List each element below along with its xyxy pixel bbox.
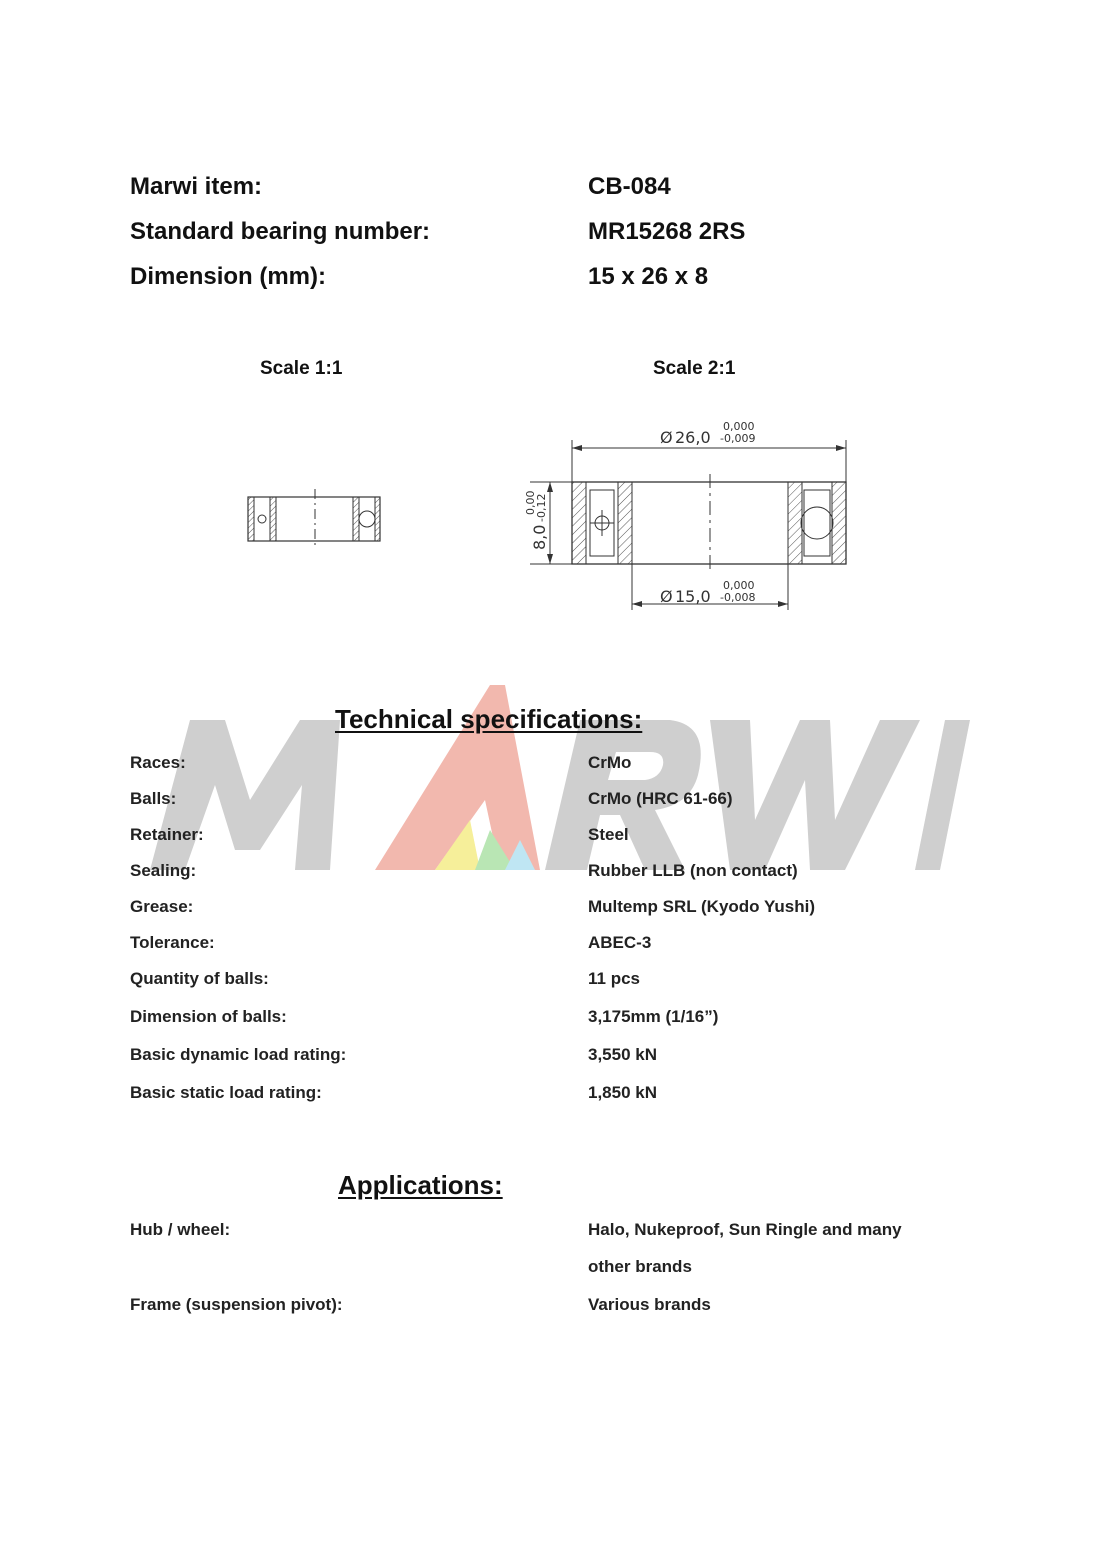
spec-label: Retainer: [130,825,204,844]
application-value-continued: other brands [588,1257,692,1276]
spec-label: Grease: [130,897,194,916]
spec-value: 3,175mm (1/16”) [588,1007,719,1026]
application-label: Frame (suspension pivot): [130,1295,343,1314]
header-value-item: CB-084 [588,173,671,200]
spec-value: CrMo [588,753,632,772]
inner-diameter-symbol: Ø [660,587,673,606]
inner-diameter-value: 15,0 [675,587,711,606]
spec-label: Basic dynamic load rating: [130,1045,347,1064]
spec-value: 3,550 kN [588,1045,657,1064]
header-label-item: Marwi item: [130,173,263,200]
scale-2-label: Scale 2:1 [653,358,736,379]
spec-value: Steel [588,825,629,844]
scale-1-label: Scale 1:1 [260,358,343,379]
watermark-letter-w [710,720,920,870]
spec-label: Quantity of balls: [130,969,269,988]
outer-diameter-symbol: Ø [660,428,673,447]
spec-label: Dimension of balls: [130,1007,287,1026]
spec-value: Rubber LLB (non contact) [588,861,798,880]
outer-diameter-tol-upper: 0,000 [723,420,755,433]
width-tol-lower: -0,12 [535,493,548,522]
outer-diameter-value: 26,0 [675,428,711,447]
bearing-drawing-scale-1 [240,485,390,550]
width-value: 8,0 [530,524,549,550]
spec-label: Basic static load rating: [130,1083,322,1102]
spec-label: Sealing: [130,861,197,880]
spec-value: 11 pcs [588,969,640,988]
outer-diameter-tol-lower: -0,009 [720,432,756,445]
spec-value: CrMo (HRC 61-66) [588,789,733,808]
spec-value: 1,850 kN [588,1083,657,1102]
spec-value: ABEC-3 [588,933,652,952]
specs-title: Technical specifications: [335,704,643,734]
header-value-bearing-number: MR15268 2RS [588,218,746,245]
applications-title: Applications: [338,1170,503,1200]
header-label-dimension: Dimension (mm): [130,263,327,290]
spec-label: Tolerance: [130,933,215,952]
width-tol-upper: 0,00 [524,490,537,515]
header-label-bearing-number: Standard bearing number: [130,218,431,245]
application-value: Various brands [588,1295,711,1314]
inner-diameter-tol-upper: 0,000 [723,579,755,592]
spec-label: Races: [130,753,186,772]
spec-value: Multemp SRL (Kyodo Yushi) [588,897,815,916]
inner-diameter-tol-lower: -0,008 [720,591,756,604]
watermark-letter-i [915,720,970,870]
spec-label: Balls: [130,789,177,808]
application-label: Hub / wheel: [130,1220,231,1239]
bearing-drawing-scale-2 [510,410,870,620]
header-value-dimension: 15 x 26 x 8 [588,263,709,290]
application-value: Halo, Nukeproof, Sun Ringle and many [588,1220,902,1239]
watermark-letter-m [150,720,340,870]
